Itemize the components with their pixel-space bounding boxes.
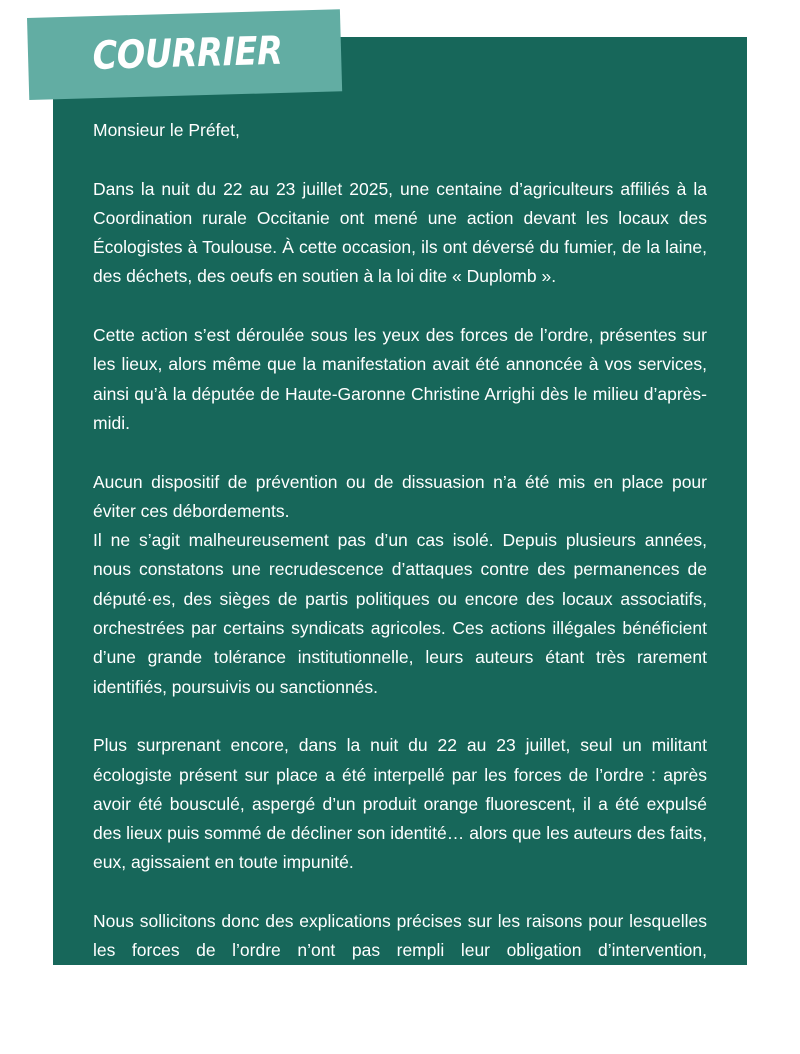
letter-paragraph: Plus surprenant encore, dans la nuit du 22 au 23 juillet, seul un militant écologiste présent sur place a été interpellé par les forces de l’ordre : après avoir été bousculé, aspergé d’un produit orange fluorescent, il a été expulsé des lieux puis sommé de décliner son identité… alors que les auteurs des faits, eux, agissaient en toute impunité.: [93, 735, 707, 873]
letter-body: [93, 116, 707, 1054]
page-title: COURRIER: [92, 28, 284, 79]
letter-paragraph: Il ne s’agit malheureusement pas d’un cas isolé. Depuis plusieurs années, nous constatons une recrudescence d’attaques contre des permanences de député·es, des sièges de partis politiques ou encore des locaux associatifs, orchestrées par certains syndicats agricoles. Ces actions illégales bénéficient d’une grande tolérance institutionnelle, leurs auteurs étant très rarement identifiés, poursuivis ou sanctionnés.: [93, 530, 707, 697]
letter-paragraph: Aucun dispositif de prévention ou de dissuasion n’a été mis en place pour éviter ces débordements.: [93, 471, 707, 521]
letter-paragraph: Cette action s’est déroulée sous les yeux des forces de l’ordre, présentes sur les lieux, alors même que la manifestation avait été annoncée à vos services, ainsi qu’à la députée de Haute-Garonne Christine Arrighi dès le milieu d’après-midi.: [93, 325, 707, 433]
letter-paragraph: Dans la nuit du 22 au 23 juillet 2025, une centaine d’agriculteurs affiliés à la Coordination rurale Occitanie ont mené une action devant les locaux des Écologistes à Toulouse. À cette occasion, ils ont déversé du fumier, de la laine, des déchets, des oeufs en soutien à la loi dite « Duplomb ».: [93, 178, 707, 287]
letter-paragraph: Nous sollicitons donc des explications précises sur les raisons pour lesquelles les forces de l’ordre n’ont pas rempli leur obligation d’intervention, conformément à l’article L211-1 du Code de la sécurité intérieure, qui impose aux autorités de police de prévenir les atteintes à l’ordre public, et en particulier de protéger les personnes et les biens.: [93, 911, 707, 1049]
letter-salutation: Monsieur le Préfet,: [93, 120, 240, 140]
